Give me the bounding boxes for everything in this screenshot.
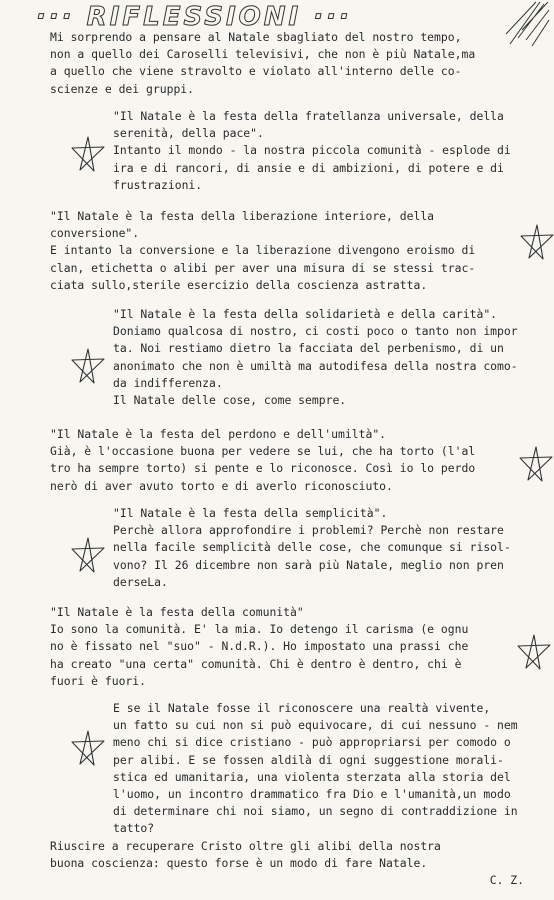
text-line: meno chi si dice cristiano - può appropriarsi per comodo o <box>113 735 511 750</box>
page-title: ··· RIFLESSIONI ··· <box>36 2 352 32</box>
text-line: frustrazioni. <box>113 177 203 192</box>
paragraph-liberazione <box>50 208 475 294</box>
star-icon <box>68 728 108 768</box>
paragraph-conclusione <box>50 838 441 872</box>
text-line: ira e di rancori, di ansie e di ambizioni, di potere e di <box>113 160 504 175</box>
paragraph-comunita <box>50 604 468 690</box>
star-icon <box>514 632 554 672</box>
text-line: Riuscire a recuperare Cristo oltre gli alibi della nostra <box>50 839 441 853</box>
text-line: Già, è l'occasione buona per vedere se lui, che ha torto (l'al <box>50 444 476 459</box>
text-line: clan, etichetta o alibi per aver una misura di se stessi trac- <box>50 260 476 275</box>
paragraph-semplicita <box>113 505 511 591</box>
text-line: serenità, della pace". <box>113 126 264 141</box>
star-icon <box>517 222 554 262</box>
text-line: ta. Noi restiamo dietro la facciata del perbenismo, di un <box>113 341 504 356</box>
text-line: non a quello dei Caroselli televisivi, che non è più Natale,ma <box>50 47 476 62</box>
star-icon <box>68 535 108 575</box>
text-line: "Il Natale è la festa della solidarietà e della carità". <box>113 307 498 321</box>
text-line: anonimato che non è umiltà ma autodifesa della nostra como- <box>113 358 518 373</box>
text-line: scienze e dei gruppi. <box>50 81 195 96</box>
text-line: "Il Natale è la festa della comunità" <box>50 605 304 619</box>
text-line: "Il Natale è la festa della semplicità". <box>113 506 388 520</box>
text-line: Perchè allora approfondire i problemi? Perchè non restare <box>113 523 504 538</box>
paragraph-intro <box>50 29 475 98</box>
text-line: tro ha sempre torto) si pente e lo riconosce. Così io lo perdo <box>50 461 476 476</box>
text-line: "Il Natale è la festa del perdono e dell'umiltà". <box>50 427 387 441</box>
text-line: ha creato "una certa" comunità. Chi è dentro è dentro, chi è <box>50 656 462 671</box>
text-line: da indifferenza. <box>113 375 223 390</box>
text-line: ciata sullo,sterile esercizio della coscienza astratta. <box>50 277 428 292</box>
text-line: Intanto il mondo - la nostra piccola comunità - esplode di <box>113 143 511 158</box>
text-line: conversione". <box>50 226 140 241</box>
star-icon <box>68 134 108 174</box>
text-line: derseLa. <box>113 574 168 589</box>
paragraph-perdono <box>50 426 475 495</box>
text-line: Il Natale delle cose, come sempre. <box>113 392 347 407</box>
text-line: Io sono la comunità. E' la mia. Io detengo il carisma (e ognu <box>50 622 469 637</box>
text-line: stica ed umanitaria, una violenta sterzata alla storia del <box>113 769 511 784</box>
text-line: a quello che viene stravolto e violato all'interno delle co- <box>50 64 462 79</box>
text-line: vono? Il 26 dicembre non sarà più Natale, meglio non pren <box>113 557 504 572</box>
text-line: buona coscienza: questo forse è un modo di fare Natale. <box>50 856 428 871</box>
star-icon <box>68 346 108 386</box>
text-line: nerò di aver avuto torto e di averlo riconosciuto. <box>50 478 393 493</box>
text-line: "Il Natale è la festa della liberazione interiore, della <box>50 209 435 223</box>
text-line: Mi sorprendo a pensare al Natale sbagliato del nostro tempo, <box>50 30 462 44</box>
text-line: E se il Natale fosse il riconoscere una realtà vivente, <box>113 701 491 715</box>
paragraph-riconoscere <box>113 700 518 838</box>
text-line: l'uomo, un incontro drammatico fra Dio e l'umanità,un modo <box>113 786 511 801</box>
starburst-decoration-icon <box>470 0 550 60</box>
text-line: E intanto la conversione e la liberazione divengono eroismo di <box>50 243 476 258</box>
text-line: "Il Natale è la festa della fratellanza universale, della <box>113 109 504 123</box>
paragraph-fratellanza <box>113 108 511 194</box>
text-line: tatto? <box>113 821 155 836</box>
text-line: un fatto su cui non si può equivocare, di cui nessuno - nem <box>113 718 518 733</box>
text-line: di determinare chi noi siamo, un segno di contraddizione in <box>113 804 518 819</box>
author-signature: C. Z. <box>489 873 524 887</box>
text-line: Doniamo qualcosa di nostro, ci costi poco o tanto non impor <box>113 324 518 339</box>
text-line: nella facile semplicità delle cose, che comunque si risol- <box>113 540 511 555</box>
star-icon <box>516 444 554 484</box>
paragraph-solidarieta <box>113 306 518 409</box>
text-line: per alibi. E se fossen aldilà di ogni suggestione morali- <box>113 752 504 767</box>
text-line: fuori è fuori. <box>50 673 147 688</box>
text-line: no è fissato nel "suo" - N.d.R.). Ho impostato una prassi che <box>50 639 469 654</box>
